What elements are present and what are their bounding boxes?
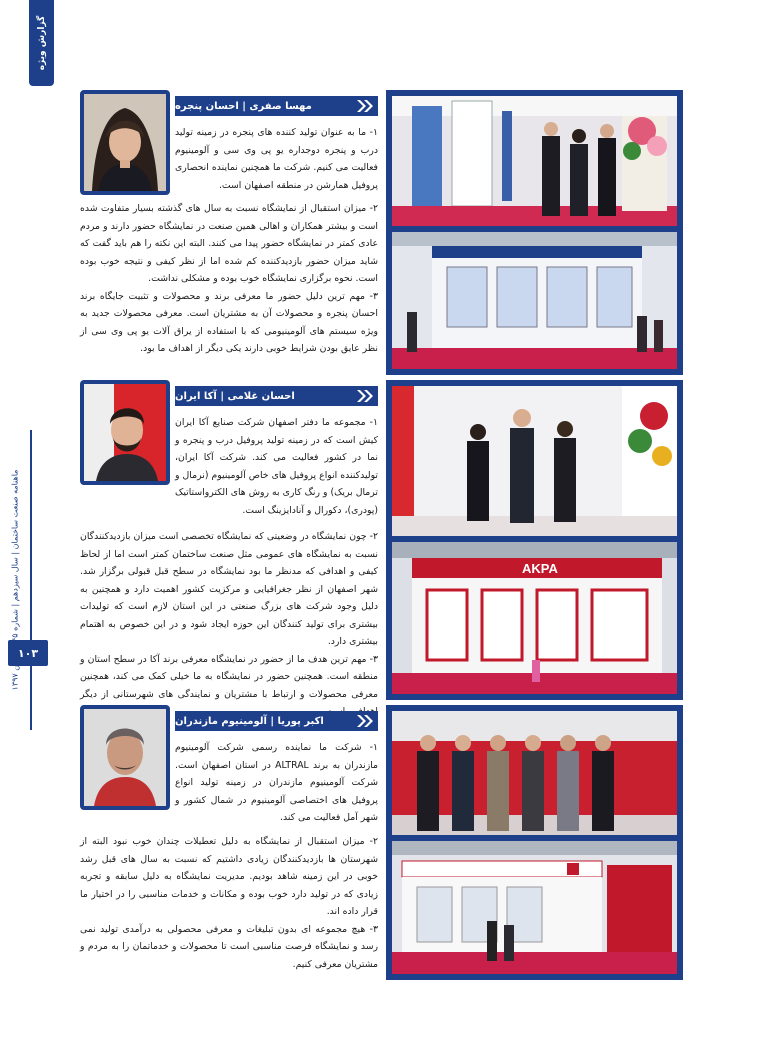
booth-photo-team — [392, 711, 677, 835]
page-number: ۱۰۳ — [8, 640, 48, 666]
interview-text-column — [80, 380, 378, 700]
portrait-photo — [80, 90, 170, 195]
answer-2: ۲- میزان استقبال از نمایشگاه نسبت به سال های گذشته بسیار متفاوت شده است و بیشتر همکاران و اهالی همین صنعت در نمایشگاه حضور دارند و مردم عادی کمتر در نمایشگاه حضور پیدا می کنند. البته این نکته را هم باید گفت که شاید میزان حضور بازدیدکننده کم شده اما از نظر کیفی و نتیجه خوب بوده است. نحوه برگزاری نمایشگاه خوب بوده و مشکلی نداشت. — [80, 203, 378, 284]
running-header: ماهنامه صنعت ساختمان | سال سیزدهم | شماره ۱۳۹۷ — [10, 469, 20, 691]
portrait-photo — [80, 380, 170, 485]
interview-text-column — [80, 90, 378, 375]
interviewee-name: مهسا صفری | احسان پنجره — [175, 100, 312, 112]
interview-section-3 — [80, 705, 683, 980]
photo-column — [386, 380, 683, 700]
answers-continued — [80, 833, 378, 973]
answer-3: ۳- هیچ مجموعه ای بدون تبلیغات و معرفی محصولی به درآمدی تولید نمی رسد و نمایشگاه فرصت مناسبی است تا محصولات و خدماتمان را به مردم و مشتریان معرفی کنیم. — [80, 923, 378, 970]
photo-column — [386, 705, 683, 980]
interview-section-2 — [80, 380, 683, 700]
chevron-icon — [355, 714, 375, 728]
booth-photo-stand — [392, 841, 677, 974]
interviewee-name-bar — [175, 96, 378, 116]
interview-text-column — [80, 705, 378, 980]
chevron-icon — [355, 389, 375, 403]
answers-continued — [80, 200, 378, 358]
booth-photo-stand — [392, 542, 677, 694]
running-header-rule — [0, 430, 32, 730]
answer-2: ۲- چون نمایشگاه در وضعیتی که نمایشگاه تخصصی است میزان بازدیدکنندگان نسبت به نمایشگاه های عمومی مثل صنعت ساختمان کمتر است اما از لحاظ کیفی و اهدافی که مدنظر ما بود نمایشگاه در سطح قبل قبولی برگزار شد. شهر اصفهان از نظر جغرافیایی و مرکزیت کشور اهمیت دارد و همچنین به دلیل وجود شرکت های بزرگ صنعتی در این استان لازم است که تولیدات بیشتری برای تولید کنندگان این حوزه ایجاد شود و در این خصوص به اهتمام بیشتری دارد. — [80, 531, 378, 647]
section-tab-label: گزارش ویژه — [36, 15, 47, 71]
booth-sign-text: AKPA — [522, 561, 558, 576]
interviewee-name-bar — [175, 711, 378, 731]
answer-3: ۳- مهم ترین هدف ما از حضور در نمایشگاه معرفی برند آکا در سطح استان و منطقه است. همچنین حضور در نمایشگاه به ما خیلی کمک می کند، همچنین معرفی محصولات و ارتباط با مشتریان و نمایندگی های شهرستانی از دیگر — [80, 653, 378, 700]
answer-3: ۳- مهم ترین دلیل حضور ما معرفی برند و محصولات و تثبیت جایگاه برند احسان پنجره و محصولات آن به مشتریان است. معرفی محصولات جدید به ویژه سیستم های آلومینیومی که با استفاده از یراق آلات یو پی وی سی از نظر عایق بودن شرایط خوبی دارند یکی دیگر از اهداف ما بود. — [80, 290, 378, 354]
portrait-photo — [80, 705, 170, 810]
interview-section-1 — [80, 90, 683, 375]
answers-continued — [80, 528, 378, 721]
chevron-icon — [355, 99, 375, 113]
section-tab — [29, 0, 54, 86]
booth-photo-stand — [392, 232, 677, 369]
booth-photo-team — [392, 386, 677, 536]
answer-1: ۱- مجموعه ما دفتر اصفهان شرکت صنایع آکا ایران کیش است که در زمینه تولید پروفیل درب و پنجره و نما در کشور فعالیت می کند. شرکت آکا ایران، تولیدکننده انواع پروفیل های خاص آلومینیوم (نرمال و ترمال بریک) و رنگ کاری به روش های الکترواستاتیک (پودری)، دکورال و آنادایزینگ است. — [175, 417, 378, 516]
answer-2: ۲- میزان استقبال از نمایشگاه به دلیل تعطیلات چندان خوب نبود البته از شهرستان ها بازدیدکنندگان زیادی داشتیم که نسبت به سال های قبل رشد خوبی در این زمینه شاهد بودیم. مدیریت نمایشگاه به دلیل سابقه و تجربه زیادی که در تولید دارد خوب بوده و مکانات و خدمات مناسبی را در اختیار ما قرار داده اند. — [80, 836, 378, 917]
answer-1: ۱- شرکت ما نماینده رسمی شرکت آلومینیوم مازندران به برند ALTRAL در استان اصفهان است. شرکت آلومینیوم مازندران در زمینه تولید انواع پروفیل های اختصاصی آلومینیوم در شمال کشور و شهر آمل فعالیت می کند. — [175, 742, 378, 823]
interviewee-name: احسان غلامی | آکا ایران — [175, 390, 295, 402]
answer-1: ۱- ما به عنوان تولید کننده های پنجره در زمینه تولید درب و پنجره دوجداره یو پی وی سی و آلومینیوم فعالیت می کنیم. شرکت ما همچنین نماینده انحصاری پروفیل همارشن در منطقه اصفهان است. — [175, 127, 378, 191]
photo-column — [386, 90, 683, 375]
booth-photo-team — [392, 96, 677, 226]
interviewee-name: اکبر پوریا | آلومینیوم مازندران — [175, 715, 324, 727]
interviewee-name-bar — [175, 386, 378, 406]
